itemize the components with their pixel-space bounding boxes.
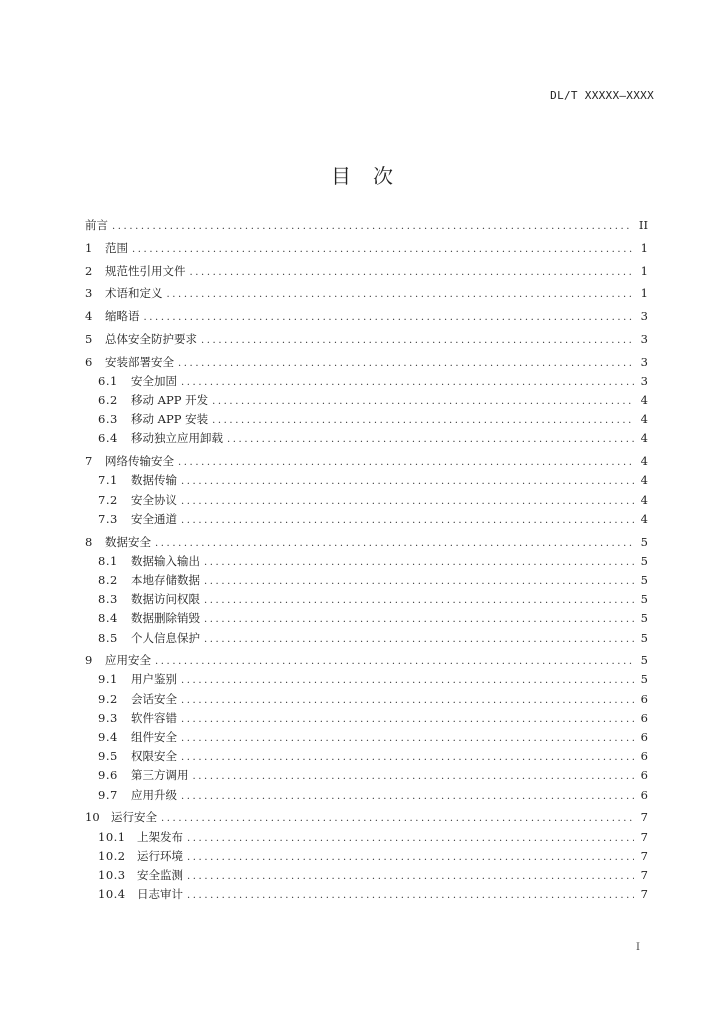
toc-entry-title: 应用升级 — [131, 787, 177, 802]
toc-entry-title: 第三方调用 — [131, 768, 189, 783]
toc-dot-leader — [167, 285, 635, 304]
toc-entry-page: 5 — [640, 611, 648, 626]
toc-entry-title: 应用安全 — [105, 653, 151, 668]
toc-entry[interactable] — [85, 510, 648, 529]
toc-entry[interactable] — [85, 353, 648, 372]
toc-entry-number: 8.4 — [98, 611, 118, 626]
toc-entry-title: 数据输入输出 — [131, 553, 200, 568]
toc-dot-leader — [204, 572, 634, 591]
toc-entry-page: 7 — [640, 829, 648, 844]
toc-entry-page: 5 — [640, 553, 648, 568]
toc-entry-number: 1 — [85, 240, 93, 255]
toc-entry-number: 8.5 — [98, 630, 118, 645]
toc-entry[interactable] — [85, 828, 648, 847]
toc-entry-number: 7.1 — [98, 473, 118, 488]
toc-dot-leader — [181, 671, 634, 690]
toc-entry[interactable] — [85, 284, 648, 303]
toc-dot-leader — [144, 308, 635, 327]
toc-entry-number: 6.3 — [98, 412, 118, 427]
toc-entry-number: 9.5 — [98, 749, 118, 764]
toc-entry-page: 4 — [640, 393, 648, 408]
toc-entry-number: 9.6 — [98, 768, 118, 783]
toc-entry-number: 10.2 — [98, 848, 126, 863]
toc-dot-leader — [178, 354, 634, 373]
toc-entry-page: 5 — [640, 630, 648, 645]
toc-entry[interactable] — [85, 651, 648, 670]
toc-entry[interactable] — [85, 866, 648, 885]
toc-dot-leader — [181, 492, 634, 511]
toc-entry-title: 安全加固 — [131, 373, 177, 388]
toc-dot-leader — [181, 373, 634, 392]
toc-entry[interactable] — [85, 766, 648, 785]
toc-dot-leader — [112, 217, 633, 236]
toc-entry-number: 7.2 — [98, 492, 118, 507]
toc-entry-title: 移动 APP 安装 — [131, 412, 209, 427]
toc-entry-number: 10.1 — [98, 829, 126, 844]
toc-entry[interactable] — [85, 307, 648, 326]
toc-entry-title: 用户鉴别 — [131, 672, 177, 687]
toc-dot-leader — [181, 710, 634, 729]
toc-entry[interactable] — [85, 885, 648, 904]
toc-dot-leader — [190, 263, 635, 282]
toc-entry-page: 7 — [640, 848, 648, 863]
toc-entry-number: 9.4 — [98, 730, 118, 745]
toc-entry-page: 6 — [640, 710, 648, 725]
toc-entry-title: 上架发布 — [137, 829, 183, 844]
toc-entry-title: 术语和定义 — [105, 286, 163, 301]
toc-entry[interactable] — [85, 590, 648, 609]
toc-dot-leader — [132, 240, 634, 259]
toc-entry-number: 10.4 — [98, 887, 126, 902]
toc-entry[interactable] — [85, 239, 648, 258]
toc-entry-title: 权限安全 — [131, 749, 177, 764]
toc-entry-page: 1 — [640, 240, 648, 255]
toc-dot-leader — [181, 729, 634, 748]
toc-dot-leader — [161, 809, 634, 828]
toc-entry-number: 8.3 — [98, 592, 118, 607]
toc-entry-title: 软件容错 — [131, 710, 177, 725]
toc-dot-leader — [155, 652, 634, 671]
toc-dot-leader — [155, 534, 634, 553]
toc-entry-title: 日志审计 — [137, 887, 183, 902]
toc-entry-page: 7 — [640, 867, 648, 882]
toc-entry-number: 9.3 — [98, 710, 118, 725]
toc-dot-leader — [187, 886, 634, 905]
toc-entry-title: 规范性引用文件 — [105, 263, 186, 278]
toc-entry-page: 4 — [640, 511, 648, 526]
toc-entry-number: 8 — [85, 534, 93, 549]
toc-entry[interactable] — [85, 747, 648, 766]
toc-entry[interactable] — [85, 491, 648, 510]
toc-entry-title: 安全通道 — [131, 511, 177, 526]
toc-entry-number: 4 — [85, 309, 93, 324]
toc-entry-number: 10.3 — [98, 867, 126, 882]
toc-entry[interactable] — [85, 808, 648, 827]
toc-entry[interactable] — [85, 471, 648, 490]
page-title: 目次 — [331, 164, 415, 188]
toc-dot-leader — [178, 453, 634, 472]
toc-entry-number: 8.1 — [98, 553, 118, 568]
toc-entry-page: 3 — [640, 309, 648, 324]
toc-dot-leader — [181, 691, 634, 710]
toc-entry-page: II — [638, 218, 648, 232]
toc-entry-page: 4 — [640, 473, 648, 488]
toc-dot-leader — [181, 748, 634, 767]
toc-dot-leader — [181, 787, 634, 806]
toc-entry[interactable] — [85, 728, 648, 747]
toc-entry-number: 9 — [85, 653, 93, 668]
toc-entry-title: 网络传输安全 — [105, 454, 174, 469]
toc-entry-number: 6 — [85, 354, 93, 369]
toc-entry[interactable] — [85, 429, 648, 448]
toc-entry-page: 7 — [640, 887, 648, 902]
toc-entry-title: 移动 APP 开发 — [131, 393, 209, 408]
toc-entry-number: 9.1 — [98, 672, 118, 687]
page-number: I — [636, 942, 640, 953]
toc-entry[interactable] — [85, 452, 648, 471]
toc-dot-leader — [227, 430, 634, 449]
toc-entry[interactable] — [85, 786, 648, 805]
toc-entry[interactable] — [85, 847, 648, 866]
toc-entry-page: 1 — [640, 286, 648, 301]
toc-entry[interactable] — [85, 571, 648, 590]
toc-entry-title: 缩略语 — [105, 309, 140, 324]
toc-dot-leader — [201, 331, 634, 350]
toc-entry-title: 安全监测 — [137, 867, 183, 882]
toc-dot-leader — [187, 848, 634, 867]
toc-entry-page: 3 — [640, 373, 648, 388]
table-of-contents — [85, 216, 648, 904]
toc-entry-title: 安装部署安全 — [105, 354, 174, 369]
toc-entry-page: 5 — [640, 572, 648, 587]
toc-entry[interactable] — [85, 391, 648, 410]
toc-dot-leader — [212, 392, 634, 411]
toc-dot-leader — [187, 829, 634, 848]
toc-entry[interactable] — [85, 629, 648, 648]
toc-entry-title: 前言 — [85, 218, 108, 232]
toc-entry-title: 组件安全 — [131, 730, 177, 745]
toc-entry-title: 运行安全 — [111, 810, 157, 825]
toc-entry-page: 6 — [640, 730, 648, 745]
toc-entry[interactable] — [85, 330, 648, 349]
toc-dot-leader — [212, 411, 634, 430]
toc-entry-number: 9.7 — [98, 787, 118, 802]
toc-entry-page: 6 — [640, 768, 648, 783]
toc-entry-page: 3 — [640, 354, 648, 369]
toc-entry-page: 4 — [640, 431, 648, 446]
toc-entry-number: 3 — [85, 286, 93, 301]
toc-entry[interactable] — [85, 533, 648, 552]
toc-entry-title: 移动独立应用卸载 — [131, 431, 223, 446]
toc-entry-page: 5 — [640, 653, 648, 668]
toc-entry-page: 6 — [640, 749, 648, 764]
toc-entry-page: 6 — [640, 691, 648, 706]
toc-entry-title: 个人信息保护 — [131, 630, 200, 645]
toc-entry-number: 7.3 — [98, 511, 118, 526]
toc-dot-leader — [204, 610, 634, 629]
toc-entry-page: 7 — [640, 810, 648, 825]
toc-entry[interactable] — [85, 552, 648, 571]
toc-entry[interactable] — [85, 410, 648, 429]
toc-entry-title: 范围 — [105, 240, 128, 255]
toc-dot-leader — [204, 630, 634, 649]
toc-entry[interactable] — [85, 690, 648, 709]
toc-entry[interactable] — [85, 262, 648, 281]
toc-entry-number: 6.4 — [98, 431, 118, 446]
toc-entry-page: 4 — [640, 454, 648, 469]
toc-dot-leader — [181, 472, 634, 491]
toc-entry-page: 5 — [640, 672, 648, 687]
toc-entry-page: 6 — [640, 787, 648, 802]
toc-entry[interactable] — [85, 670, 648, 689]
toc-dot-leader — [204, 591, 634, 610]
toc-entry-number: 7 — [85, 454, 93, 469]
toc-entry[interactable] — [85, 609, 648, 628]
document-code: DL/T XXXXX—XXXX — [550, 89, 654, 102]
toc-entry-number: 6.2 — [98, 393, 118, 408]
toc-dot-leader — [181, 511, 634, 530]
toc-entry-number: 10 — [85, 810, 100, 825]
toc-entry-title: 运行环境 — [137, 848, 183, 863]
toc-dot-leader — [193, 767, 635, 786]
toc-entry-number: 5 — [85, 331, 93, 346]
toc-entry-number: 9.2 — [98, 691, 118, 706]
toc-entry-page: 4 — [640, 412, 648, 427]
toc-entry-title: 数据传输 — [131, 473, 177, 488]
toc-entry-title: 总体安全防护要求 — [105, 331, 197, 346]
toc-entry[interactable] — [85, 216, 648, 235]
toc-entry-title: 安全协议 — [131, 492, 177, 507]
toc-entry[interactable] — [85, 372, 648, 391]
toc-entry-page: 5 — [640, 592, 648, 607]
toc-entry-title: 本地存储数据 — [131, 572, 200, 587]
toc-entry-title: 数据安全 — [105, 534, 151, 549]
toc-entry-number: 2 — [85, 263, 93, 278]
toc-entry-page: 3 — [640, 331, 648, 346]
toc-dot-leader — [187, 867, 634, 886]
toc-entry-number: 6.1 — [98, 373, 118, 388]
toc-entry[interactable] — [85, 709, 648, 728]
toc-entry-title: 数据删除销毁 — [131, 611, 200, 626]
toc-entry-number: 8.2 — [98, 572, 118, 587]
toc-entry-title: 会话安全 — [131, 691, 177, 706]
toc-entry-title: 数据访问权限 — [131, 592, 200, 607]
toc-entry-page: 1 — [640, 263, 648, 278]
toc-entry-page: 5 — [640, 534, 648, 549]
toc-dot-leader — [204, 553, 634, 572]
toc-entry-page: 4 — [640, 492, 648, 507]
